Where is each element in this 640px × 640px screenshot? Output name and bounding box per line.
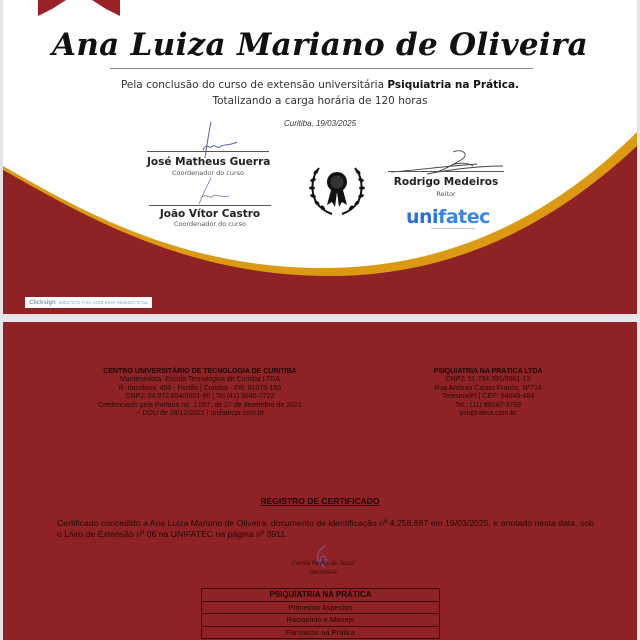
signature-block-3 (388, 171, 504, 198)
course-intro: Pela conclusão do curso de extensão universitária (120, 79, 388, 91)
module-cell: Fármacos na Prática (202, 626, 440, 639)
org-line: Teresina/PI | CEP: 64049-484 (441, 393, 535, 401)
signatory-role: Reitor (436, 190, 456, 198)
recipient-name: Ana Luiza Mariano de Oliveira (51, 27, 589, 63)
signature-scribble-2 (193, 176, 233, 206)
registry-text: Certificado concedido a Ana Luiza Mariano de Oliveira, documento de identificação nº 4.258.687 em 19/03/2025, e anotado nesta data, sob o Livro de Extensão nº 06 na UNIFATEC na página nº 3911. (57, 518, 594, 539)
signatory-name: José Matheus Guerra (147, 156, 271, 168)
signature-line (388, 171, 504, 172)
table-row (202, 601, 440, 614)
clicksign-brand: Clicksign (29, 299, 56, 306)
left-organization-info (65, 368, 335, 418)
table-row (202, 626, 440, 639)
signatory-role: Coordenador do curso (173, 220, 247, 228)
signatory-role: Coordenador do curso (171, 169, 245, 177)
secretary-name: Camila Neves de Jesus (291, 561, 355, 567)
registry-page (3, 322, 637, 640)
org-line: CNPJ: 51.784.391/0001-13 (445, 376, 531, 384)
module-cell: Raciocínio e Manejo (202, 614, 440, 627)
org-line: Credenciado pela Portaria no. 1.057, de 27 de dezembro de 2021 (98, 401, 302, 409)
secretary-role: Secretária (309, 570, 337, 576)
signature-block-2 (149, 205, 271, 228)
unifatec-logo (406, 206, 490, 228)
org-line: CNPJ: 04.972.854/0001-90 | Tel (41) 3246-7722 (125, 393, 275, 401)
org-line: -- DOU de 28/12/2021 | unifatecpr.com.br (135, 410, 265, 418)
table-row (202, 614, 440, 627)
logo-tagline (431, 228, 475, 229)
org-line: psiqpratica.com.br (459, 410, 517, 418)
module-cell: Primeiros Aspectos (202, 601, 440, 614)
signature-line (147, 151, 269, 152)
name-underline (110, 68, 533, 69)
city-date: Curitiba, 19/03/2025 (283, 119, 357, 128)
clicksign-stamp[interactable] (25, 297, 152, 308)
ribbon-decoration (38, 0, 120, 16)
secretary-signature (263, 560, 383, 578)
right-organization-info (393, 368, 583, 418)
award-medal-icon (306, 160, 368, 218)
modules-table-header: PSIQUIATRIA NA PRÁTICA (202, 589, 440, 602)
signature-line (149, 205, 271, 206)
course-name: Psiquiatria na Prática. (387, 79, 520, 91)
org-title: CENTRO UNIVERSITÁRIO DE TECNOLOGIA DE CURITIBA (103, 368, 297, 375)
signatory-name: Rodrigo Medeiros (393, 176, 499, 188)
modules-table (201, 588, 440, 639)
logo-part-1: uni (406, 206, 439, 228)
signatory-name: João Vítor Castro (159, 208, 261, 220)
clicksign-hash: 88ba7075-f798-4328-9930-5bd066f787aa (58, 300, 148, 305)
course-hours: Totalizando a carga horária de 120 horas (212, 95, 428, 107)
certificate-page (3, 0, 637, 314)
org-line: Tel.: (11) 99247-3783 (454, 401, 522, 409)
org-line: Mantenedora: Escola Tecnológica de Curitiba LTDA (119, 376, 281, 384)
logo-part-2: fatec (438, 206, 490, 228)
org-line: Rua Antônio Castro Franco, Nº714 (434, 384, 542, 392)
registry-title: REGISTRO DE CERTIFICADO (260, 496, 380, 506)
signature-block-1 (147, 151, 269, 177)
course-description (3, 79, 637, 91)
org-line: R. Itacolomi, 450 - Portão | Curitiba - PR, 81070-150 (118, 384, 282, 392)
org-title: PSIQUIATRIA NA PRÁTICA LTDA (433, 368, 543, 375)
